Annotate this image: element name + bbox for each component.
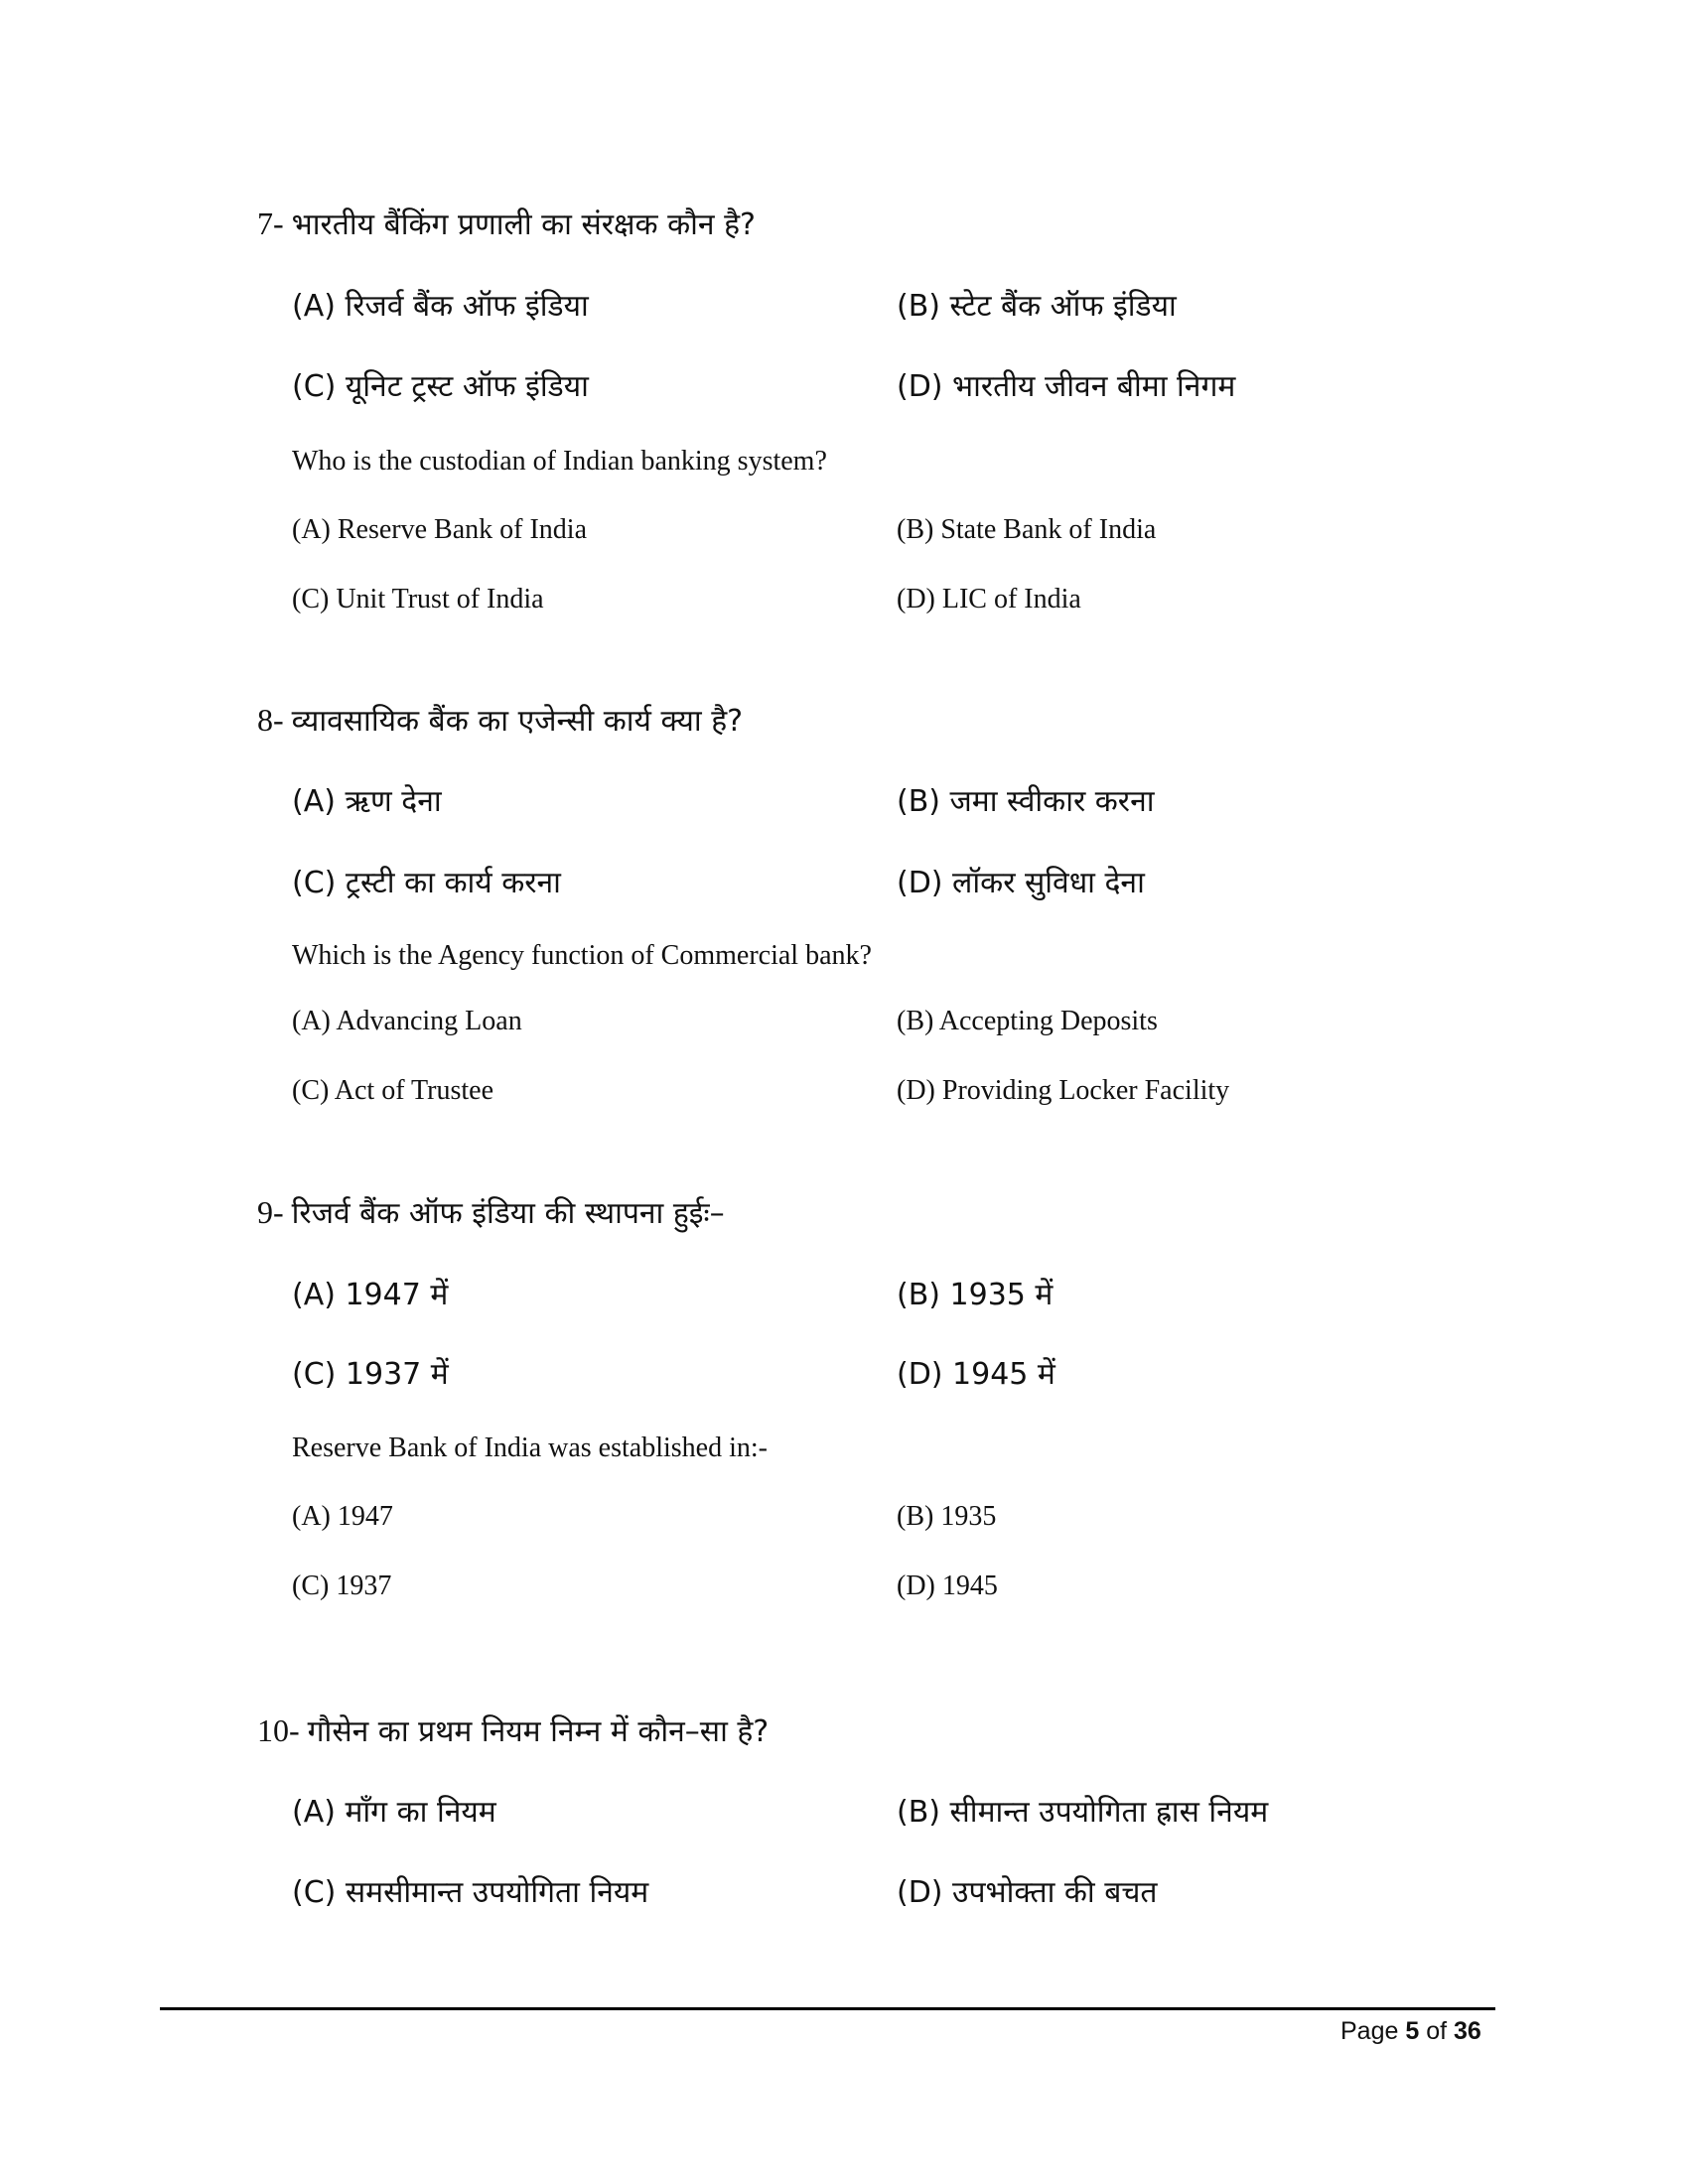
question-number: 7- — [257, 205, 284, 241]
hindi-option-a: (A) माँग का नियम — [292, 1795, 496, 1830]
hindi-option-c: (C) 1937 में — [292, 1357, 449, 1392]
hindi-option-d: (D) लॉकर सुविधा देना — [897, 866, 1145, 900]
english-option-d: (D) LIC of India — [897, 584, 1081, 614]
page-prefix: Page — [1340, 2017, 1406, 2045]
hindi-option-c: (C) यूनिट ट्रस्ट ऑफ इंडिया — [292, 369, 589, 404]
question-number: 8- — [257, 702, 284, 738]
hindi-option-b: (B) 1935 में — [897, 1278, 1054, 1312]
hindi-option-b: (B) सीमान्त उपयोगिता ह्रास नियम — [897, 1795, 1269, 1830]
english-option-a: (A) Reserve Bank of India — [292, 514, 588, 545]
english-option-a: (A) Advancing Loan — [292, 1006, 522, 1036]
english-option-b: (B) State Bank of India — [897, 514, 1157, 545]
hindi-option-b: (B) जमा स्वीकार करना — [897, 784, 1155, 819]
english-option-b: (B) 1935 — [897, 1501, 997, 1532]
page-of: of — [1419, 2017, 1454, 2045]
hindi-option-a: (A) ऋण देना — [292, 784, 442, 819]
english-option-d: (D) Providing Locker Facility — [897, 1075, 1230, 1106]
english-option-c: (C) 1937 — [292, 1570, 392, 1601]
english-option-a: (A) 1947 — [292, 1501, 393, 1532]
english-question: Who is the custodian of Indian banking system? — [292, 446, 827, 477]
hindi-option-a: (A) रिजर्व बैंक ऑफ इंडिया — [292, 289, 589, 324]
english-question: Reserve Bank of India was established in:- — [292, 1433, 768, 1463]
english-option-b: (B) Accepting Deposits — [897, 1006, 1158, 1036]
english-question: Which is the Agency function of Commercial bank? — [292, 940, 872, 971]
hindi-option-b: (B) स्टेट बैंक ऑफ इंडिया — [897, 289, 1177, 324]
footer-divider — [160, 2007, 1495, 2010]
page-number — [1340, 2017, 1481, 2046]
question-number: 9- — [257, 1194, 284, 1230]
hindi-question: रिजर्व बैंक ऑफ इंडिया की स्थापना हुईः– — [291, 1196, 725, 1231]
english-option-c: (C) Unit Trust of India — [292, 584, 544, 614]
hindi-option-d: (D) 1945 में — [897, 1357, 1055, 1392]
hindi-option-a: (A) 1947 में — [292, 1278, 449, 1312]
hindi-question: व्यावसायिक बैंक का एजेन्सी कार्य क्या है? — [291, 704, 744, 739]
hindi-option-d: (D) उपभोक्ता की बचत — [897, 1875, 1158, 1910]
hindi-question: भारतीय बैंकिंग प्रणाली का संरक्षक कौन है? — [291, 207, 756, 242]
question-number: 10- — [257, 1712, 300, 1748]
total-pages: 36 — [1454, 2017, 1481, 2045]
english-option-c: (C) Act of Trustee — [292, 1075, 493, 1106]
hindi-option-c: (C) समसीमान्त उपयोगिता नियम — [292, 1875, 649, 1910]
hindi-option-c: (C) ट्रस्टी का कार्य करना — [292, 866, 561, 900]
current-page: 5 — [1405, 2017, 1420, 2045]
english-option-d: (D) 1945 — [897, 1570, 998, 1601]
hindi-question: गौसेन का प्रथम नियम निम्न में कौन–सा है? — [307, 1714, 770, 1749]
hindi-option-d: (D) भारतीय जीवन बीमा निगम — [897, 369, 1236, 404]
